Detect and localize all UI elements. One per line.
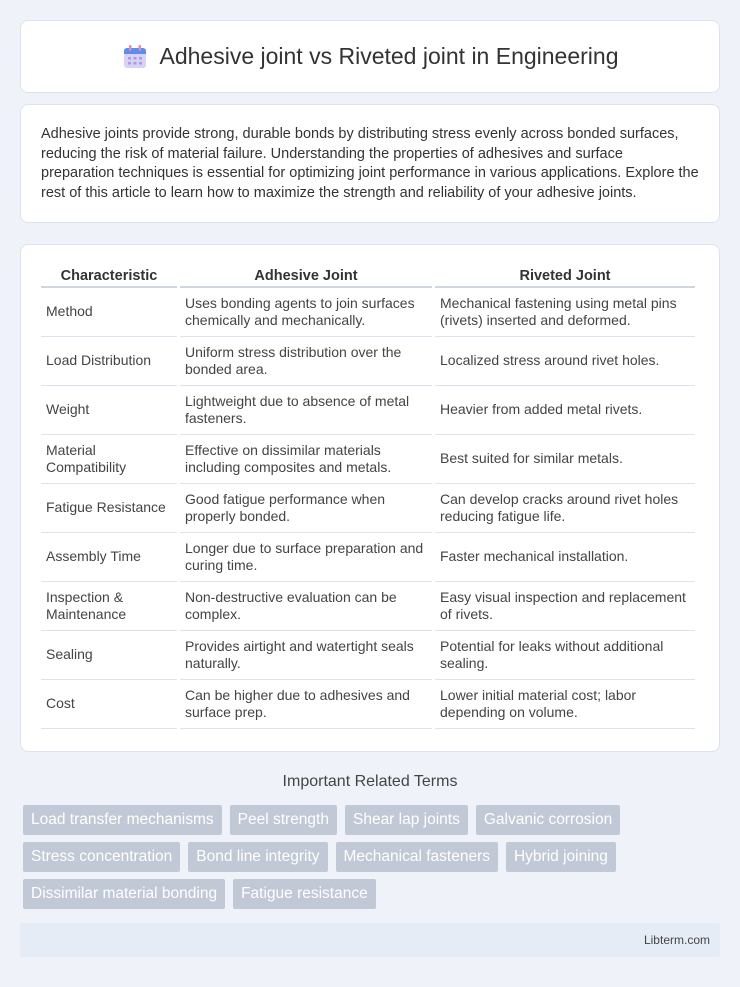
related-terms-title: Important Related Terms [282,773,458,790]
cell-adhesive: Good fatigue performance when properly bonded. [180,484,432,533]
header-card [20,20,720,93]
cell-characteristic: Cost [41,680,177,729]
footer [20,923,720,957]
cell-adhesive: Longer due to surface preparation and curing time. [180,533,432,582]
cell-characteristic: Inspection & Maintenance [41,582,177,631]
intro-paragraph: Adhesive joints provide strong, durable bonds by distributing stress evenly across bonded surfaces, reducing the risk of material failure. Understanding the properties of adhesives and surface preparation techniques is essential for optimizing joint performance in various applications. Explore the rest of this article to learn how to maximize the strength and reliability of your adhesive joints. [41,126,699,201]
cell-characteristic: Method [41,288,177,337]
cell-riveted: Lower initial material cost; labor depending on volume. [435,680,695,729]
cell-characteristic: Load Distribution [41,337,177,386]
cell-adhesive: Lightweight due to absence of metal fasteners. [180,386,432,435]
table-row [41,582,695,631]
intro-card [20,104,720,223]
cell-riveted: Mechanical fastening using metal pins (rivets) inserted and deformed. [435,288,695,337]
table-header-row [41,265,695,288]
related-terms-list [23,805,723,909]
header [122,43,619,70]
related-term-tag[interactable]: Peel strength [230,805,337,835]
column-header-adhesive: Adhesive Joint [180,265,432,288]
cell-adhesive: Uses bonding agents to join surfaces chemically and mechanically. [180,288,432,337]
table-row [41,680,695,729]
related-term-tag[interactable]: Fatigue resistance [233,879,376,909]
related-term-tag[interactable]: Shear lap joints [345,805,468,835]
comparison-table-card [20,244,720,752]
related-term-tag[interactable]: Stress concentration [23,842,180,872]
cell-riveted: Can develop cracks around rivet holes reducing fatigue life. [435,484,695,533]
table-row [41,631,695,680]
related-term-tag[interactable]: Hybrid joining [506,842,616,872]
cell-characteristic: Fatigue Resistance [41,484,177,533]
table-row [41,435,695,484]
cell-riveted: Heavier from added metal rivets. [435,386,695,435]
cell-adhesive: Can be higher due to adhesives and surface prep. [180,680,432,729]
footer-site-link[interactable]: Libterm.com [643,933,710,947]
cell-adhesive: Uniform stress distribution over the bonded area. [180,337,432,386]
cell-characteristic: Weight [41,386,177,435]
cell-riveted: Easy visual inspection and replacement of rivets. [435,582,695,631]
cell-characteristic: Sealing [41,631,177,680]
cell-riveted: Faster mechanical installation. [435,533,695,582]
cell-characteristic: Assembly Time [41,533,177,582]
related-term-tag[interactable]: Bond line integrity [188,842,327,872]
table-row [41,484,695,533]
cell-adhesive: Non-destructive evaluation can be complex. [180,582,432,631]
column-header-characteristic: Characteristic [41,265,177,288]
cell-riveted: Localized stress around rivet holes. [435,337,695,386]
cell-riveted: Potential for leaks without additional sealing. [435,631,695,680]
table-row [41,288,695,337]
related-term-tag[interactable]: Mechanical fasteners [336,842,498,872]
related-term-tag[interactable]: Dissimilar material bonding [23,879,225,909]
table-row [41,337,695,386]
comparison-table [38,265,698,729]
page-title: Adhesive joint vs Riveted joint in Engineering [159,43,619,69]
cell-adhesive: Effective on dissimilar materials including composites and metals. [180,435,432,484]
table-row [41,386,695,435]
cell-characteristic: Material Compatibility [41,435,177,484]
related-term-tag[interactable]: Load transfer mechanisms [23,805,222,835]
calendar-icon [122,44,148,70]
cell-adhesive: Provides airtight and watertight seals naturally. [180,631,432,680]
table-row [41,533,695,582]
cell-riveted: Best suited for similar metals. [435,435,695,484]
column-header-riveted: Riveted Joint [435,265,695,288]
related-term-tag[interactable]: Galvanic corrosion [476,805,620,835]
